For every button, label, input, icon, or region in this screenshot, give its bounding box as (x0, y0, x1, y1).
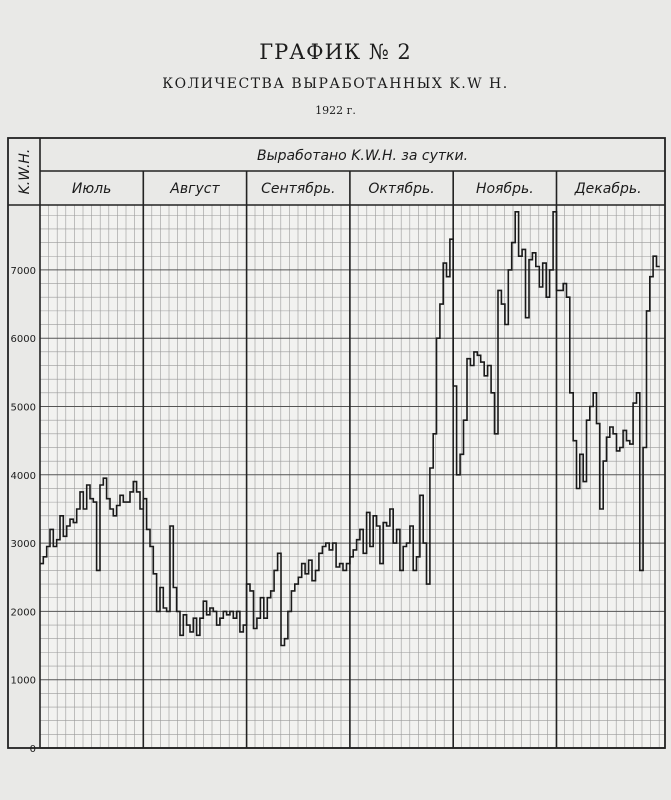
month-label: Декабрь. (574, 181, 642, 197)
month-label: Ноябрь. (475, 181, 534, 197)
chart-xlabel: Выработано K.W.H. за сутки. (256, 148, 469, 164)
month-label: Июль (71, 181, 112, 197)
page-title: ГРАФИК № 2 (259, 40, 412, 64)
month-label: Октябрь. (368, 181, 435, 197)
y-tick-label: 3000 (10, 539, 36, 551)
y-tick-label: 0 (29, 744, 36, 755)
chart-year: 1922 г. (315, 104, 356, 117)
page-subtitle: КОЛИЧЕСТВА ВЫРАБОТАННЫХ K.W H. (162, 76, 509, 92)
graph-paper (40, 205, 665, 748)
y-tick-label: 1000 (10, 675, 36, 687)
y-tick-labels (11, 266, 36, 755)
y-tick-label: 4000 (10, 470, 36, 482)
chart-ylabel: K.W.H. (17, 148, 33, 195)
month-label: Август (170, 181, 220, 197)
y-tick-label: 5000 (10, 402, 36, 414)
y-tick-label: 6000 (10, 334, 36, 346)
y-tick-label: 7000 (10, 265, 36, 277)
y-tick-label: 2000 (10, 607, 36, 619)
month-label: Сентябрь. (261, 181, 336, 197)
